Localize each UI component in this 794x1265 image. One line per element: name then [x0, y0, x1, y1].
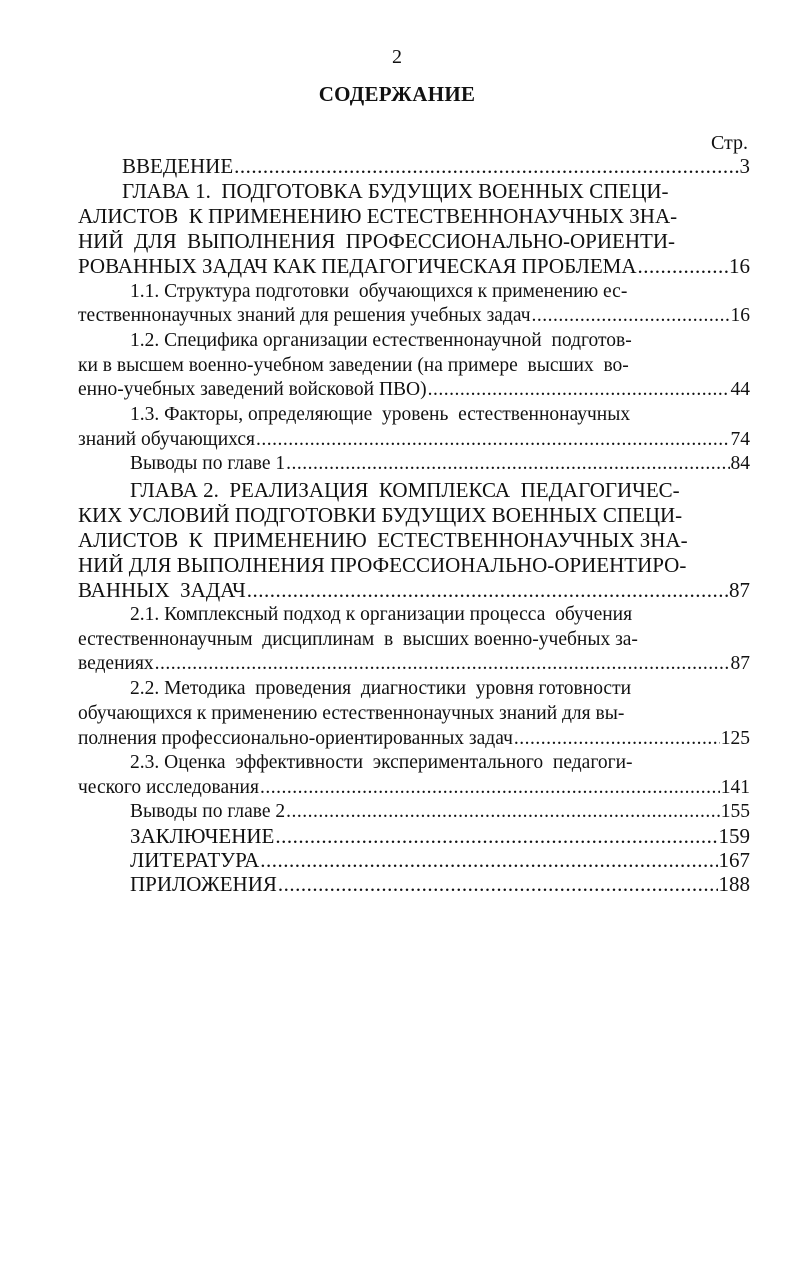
toc-entry-text: ческого исследования [78, 777, 259, 798]
toc-entry-text: 1.3. Факторы, определяющие уровень естественнонаучных [130, 404, 631, 425]
dot-leader [286, 452, 729, 476]
toc-entry-text: ВВЕДЕНИЕ [122, 154, 234, 178]
dot-leader [155, 652, 730, 676]
toc-chapter-2-line-3[interactable] [78, 528, 750, 552]
dot-leader [256, 428, 730, 452]
toc-section-2-3-line-1[interactable] [78, 751, 750, 775]
dot-leader [234, 154, 738, 178]
toc-entry-text: НИЙ ДЛЯ ВЫПОЛНЕНИЯ ПРОФЕССИОНАЛЬНО-ОРИЕНТИРО- [78, 553, 687, 577]
toc-section-2-2-line-2[interactable] [78, 702, 750, 726]
toc-entry-text: КИХ УСЛОВИЙ ПОДГОТОВКИ БУДУЩИХ ВОЕННЫХ СПЕЦИ- [78, 503, 683, 527]
toc-entry-text: ГЛАВА 2. РЕАЛИЗАЦИЯ КОМПЛЕКСА ПЕДАГОГИЧЕС- [130, 478, 680, 502]
toc-page-number: 188 [718, 872, 750, 896]
toc-entry-text: ЛИТЕРАТУРА [130, 848, 260, 872]
toc-chapter-2-line-4[interactable] [78, 553, 750, 577]
toc-entry-text: НИЙ ДЛЯ ВЫПОЛНЕНИЯ ПРОФЕССИОНАЛЬНО-ОРИЕНТИ- [78, 229, 675, 253]
toc-entry-text: ВАННЫХ ЗАДАЧ [78, 578, 246, 602]
toc-chapter-2-line-1[interactable] [78, 478, 750, 502]
toc-chapter-1-line-2[interactable] [78, 204, 750, 228]
toc-chapter-2-line-2[interactable] [78, 503, 750, 527]
toc-entry-conclusion[interactable] [78, 824, 750, 848]
toc-entry-text: 2.1. Комплексный подход к организации процесса обучения [130, 604, 633, 625]
toc-section-1-3-line-2[interactable] [78, 428, 750, 452]
toc-section-2-2-line-1[interactable] [78, 677, 750, 701]
toc-section-1-2-line-2[interactable] [78, 354, 750, 378]
toc-section-2-2-line-3[interactable] [78, 727, 750, 751]
toc-entry-text: енно-учебных заведений войсковой ПВО) [78, 379, 427, 400]
dot-leader [260, 848, 717, 872]
toc-entry-text: ЗАКЛЮЧЕНИЕ [130, 824, 275, 848]
toc-section-2-1-line-3[interactable] [78, 652, 750, 676]
page-title: СОДЕРЖАНИЕ [318, 82, 476, 106]
toc-entry-text: ГЛАВА 1. ПОДГОТОВКА БУДУЩИХ ВОЕННЫХ СПЕЦИ- [122, 179, 669, 203]
toc-entry-text: полнения профессионально-ориентированных задач [78, 728, 513, 749]
toc-page-number: 16 [730, 305, 750, 326]
toc-page-number: 87 [730, 653, 750, 674]
toc-entry-introduction[interactable] [78, 154, 750, 178]
toc-page-number: 3 [739, 154, 750, 178]
toc-page-number: 167 [718, 848, 750, 872]
toc-section-2-3-line-2[interactable] [78, 776, 750, 800]
dot-leader [260, 776, 720, 800]
toc-chapter-2-line-5[interactable] [78, 578, 750, 602]
dot-leader [514, 727, 720, 751]
toc-entry-text: тественнонаучных знаний для решения учебных задач [78, 305, 531, 326]
dot-leader [278, 872, 718, 896]
toc-entry-literature[interactable] [78, 848, 750, 872]
toc-entry-text: знаний обучающихся [78, 429, 255, 450]
toc-entry-text: обучающихся к применению естественнонаучных знаний для вы- [78, 703, 625, 724]
toc-section-1-2-line-1[interactable] [78, 329, 750, 353]
toc-entry-chapter-1-conclusions[interactable] [78, 452, 750, 476]
toc-page-number: 125 [720, 728, 750, 749]
toc-chapter-1-line-3[interactable] [78, 229, 750, 253]
toc-entry-text: Выводы по главе 2 [130, 801, 286, 822]
dot-leader [428, 378, 730, 402]
dot-leader [275, 824, 717, 848]
toc-entry-text: естественнонаучным дисциплинам в высших военно-учебных за- [78, 629, 638, 650]
toc-page-number: 84 [730, 453, 750, 474]
toc-entry-chapter-2-conclusions[interactable] [78, 800, 750, 824]
toc-chapter-1-line-4[interactable] [78, 254, 750, 278]
toc-section-1-2-line-3[interactable] [78, 378, 750, 402]
toc-entry-text: РОВАННЫХ ЗАДАЧ КАК ПЕДАГОГИЧЕСКАЯ ПРОБЛЕМА [78, 254, 637, 278]
toc-entry-text: 1.1. Структура подготовки обучающихся к применению ес- [130, 281, 628, 302]
page-column-header: Стр. [710, 132, 748, 154]
toc-page-number: 159 [718, 824, 750, 848]
toc-page-number: 141 [720, 777, 750, 798]
toc-section-1-3-line-1[interactable] [78, 403, 750, 427]
page-number: 2 [392, 46, 402, 68]
toc-page-number: 155 [720, 801, 750, 822]
toc-entry-text: ки в высшем военно-учебном заведении (на примере высших во- [78, 355, 629, 376]
toc-section-1-1-line-1[interactable] [78, 280, 750, 304]
dot-leader [638, 254, 728, 278]
toc-page-number: 87 [729, 578, 750, 602]
toc-entry-text: АЛИСТОВ К ПРИМЕНЕНИЮ ЕСТЕСТВЕННОНАУЧНЫХ ЗНА- [78, 204, 678, 228]
toc-entry-appendices[interactable] [78, 872, 750, 896]
toc-entry-text: 2.3. Оценка эффективности экспериментального педагоги- [130, 752, 633, 773]
dot-leader [286, 800, 720, 824]
toc-entry-text: 1.2. Специфика организации естественнонаучной подготов- [130, 330, 632, 351]
toc-section-2-1-line-1[interactable] [78, 603, 750, 627]
toc-page-number: 74 [730, 429, 750, 450]
dot-leader [247, 578, 728, 602]
toc-entry-text: АЛИСТОВ К ПРИМЕНЕНИЮ ЕСТЕСТВЕННОНАУЧНЫХ ЗНА- [78, 528, 688, 552]
toc-entry-text: ПРИЛОЖЕНИЯ [130, 872, 277, 896]
toc-entry-text: 2.2. Методика проведения диагностики уровня готовности [130, 678, 632, 699]
toc-section-2-1-line-2[interactable] [78, 628, 750, 652]
toc-section-1-1-line-2[interactable] [78, 304, 750, 328]
dot-leader [532, 304, 730, 328]
toc-entry-text: Выводы по главе 1 [130, 453, 286, 474]
toc-page-number: 16 [729, 254, 750, 278]
toc-chapter-1-line-1[interactable] [78, 179, 750, 203]
toc-entry-text: ведениях [78, 653, 154, 674]
toc-page-number: 44 [730, 379, 750, 400]
